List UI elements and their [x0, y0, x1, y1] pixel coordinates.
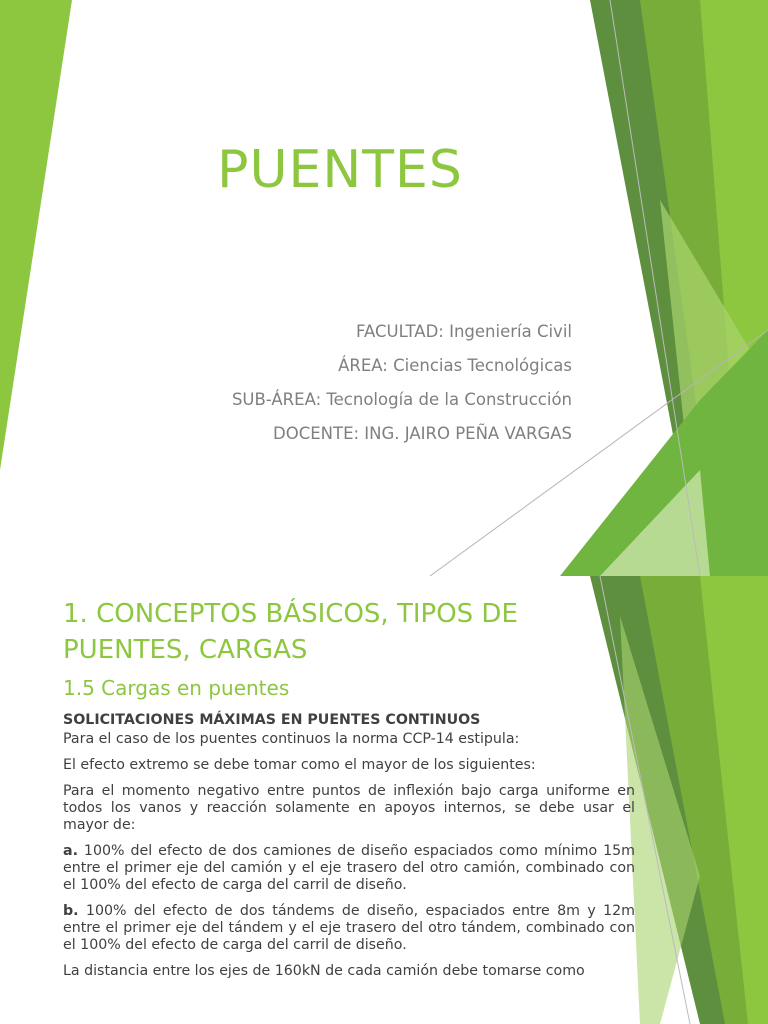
item-a	[63, 843, 635, 894]
area-line: ÁREA: Ciencias Tecnológicas	[338, 356, 572, 375]
content-slide	[0, 576, 768, 1024]
subtitle-block	[232, 315, 572, 451]
paragraph-3: Para el momento negativo entre puntos de inflexión bajo carga uniforme en todos los vanos y reacción solamente en apoyos internos, se debe usar el mayor de:	[63, 783, 635, 833]
item-a-label: a.	[63, 843, 78, 859]
paragraph-last: La distancia entre los ejes de 160kN de cada camión debe tomarse como	[63, 963, 585, 979]
faculty-line: FACULTAD: Ingeniería Civil	[356, 322, 572, 341]
item-b	[63, 903, 635, 954]
section-subtitle: 1.5 Cargas en puentes	[63, 676, 290, 700]
left-green-triangle	[0, 0, 72, 470]
paragraph-2: El efecto extremo se debe tomar como el mayor de los siguientes:	[63, 757, 536, 773]
item-b-label: b.	[63, 903, 79, 919]
subarea-line: SUB-ÁREA: Tecnología de la Construcción	[231, 390, 572, 409]
slide-title: PUENTES	[217, 140, 463, 200]
section-title: 1. CONCEPTOS BÁSICOS, TIPOS DE PUENTES, CARGAS	[63, 599, 518, 665]
item-a-text: 100% del efecto de dos camiones de diseño espaciados como mínimo 15m entre el primer eje del camión y el eje trasero del otro camión, combinado con el 100% del efecto de carga del carril de diseño.	[63, 843, 635, 893]
body-heading: SOLICITACIONES MÁXIMAS EN PUENTES CONTINUOS	[63, 712, 481, 728]
teacher-line: DOCENTE: ING. JAIRO PEÑA VARGAS	[273, 424, 572, 443]
item-b-text: 100% del efecto de dos tándems de diseño, espaciados entre 8m y 12m entre el primer eje del tándem y el eje trasero del otro tándem, combinado con el 100% del efecto de carga del carril de diseño.	[63, 903, 635, 953]
body-text	[63, 712, 635, 989]
paragraph-1: Para el caso de los puentes continuos la norma CCP-14 estipula:	[63, 731, 520, 747]
